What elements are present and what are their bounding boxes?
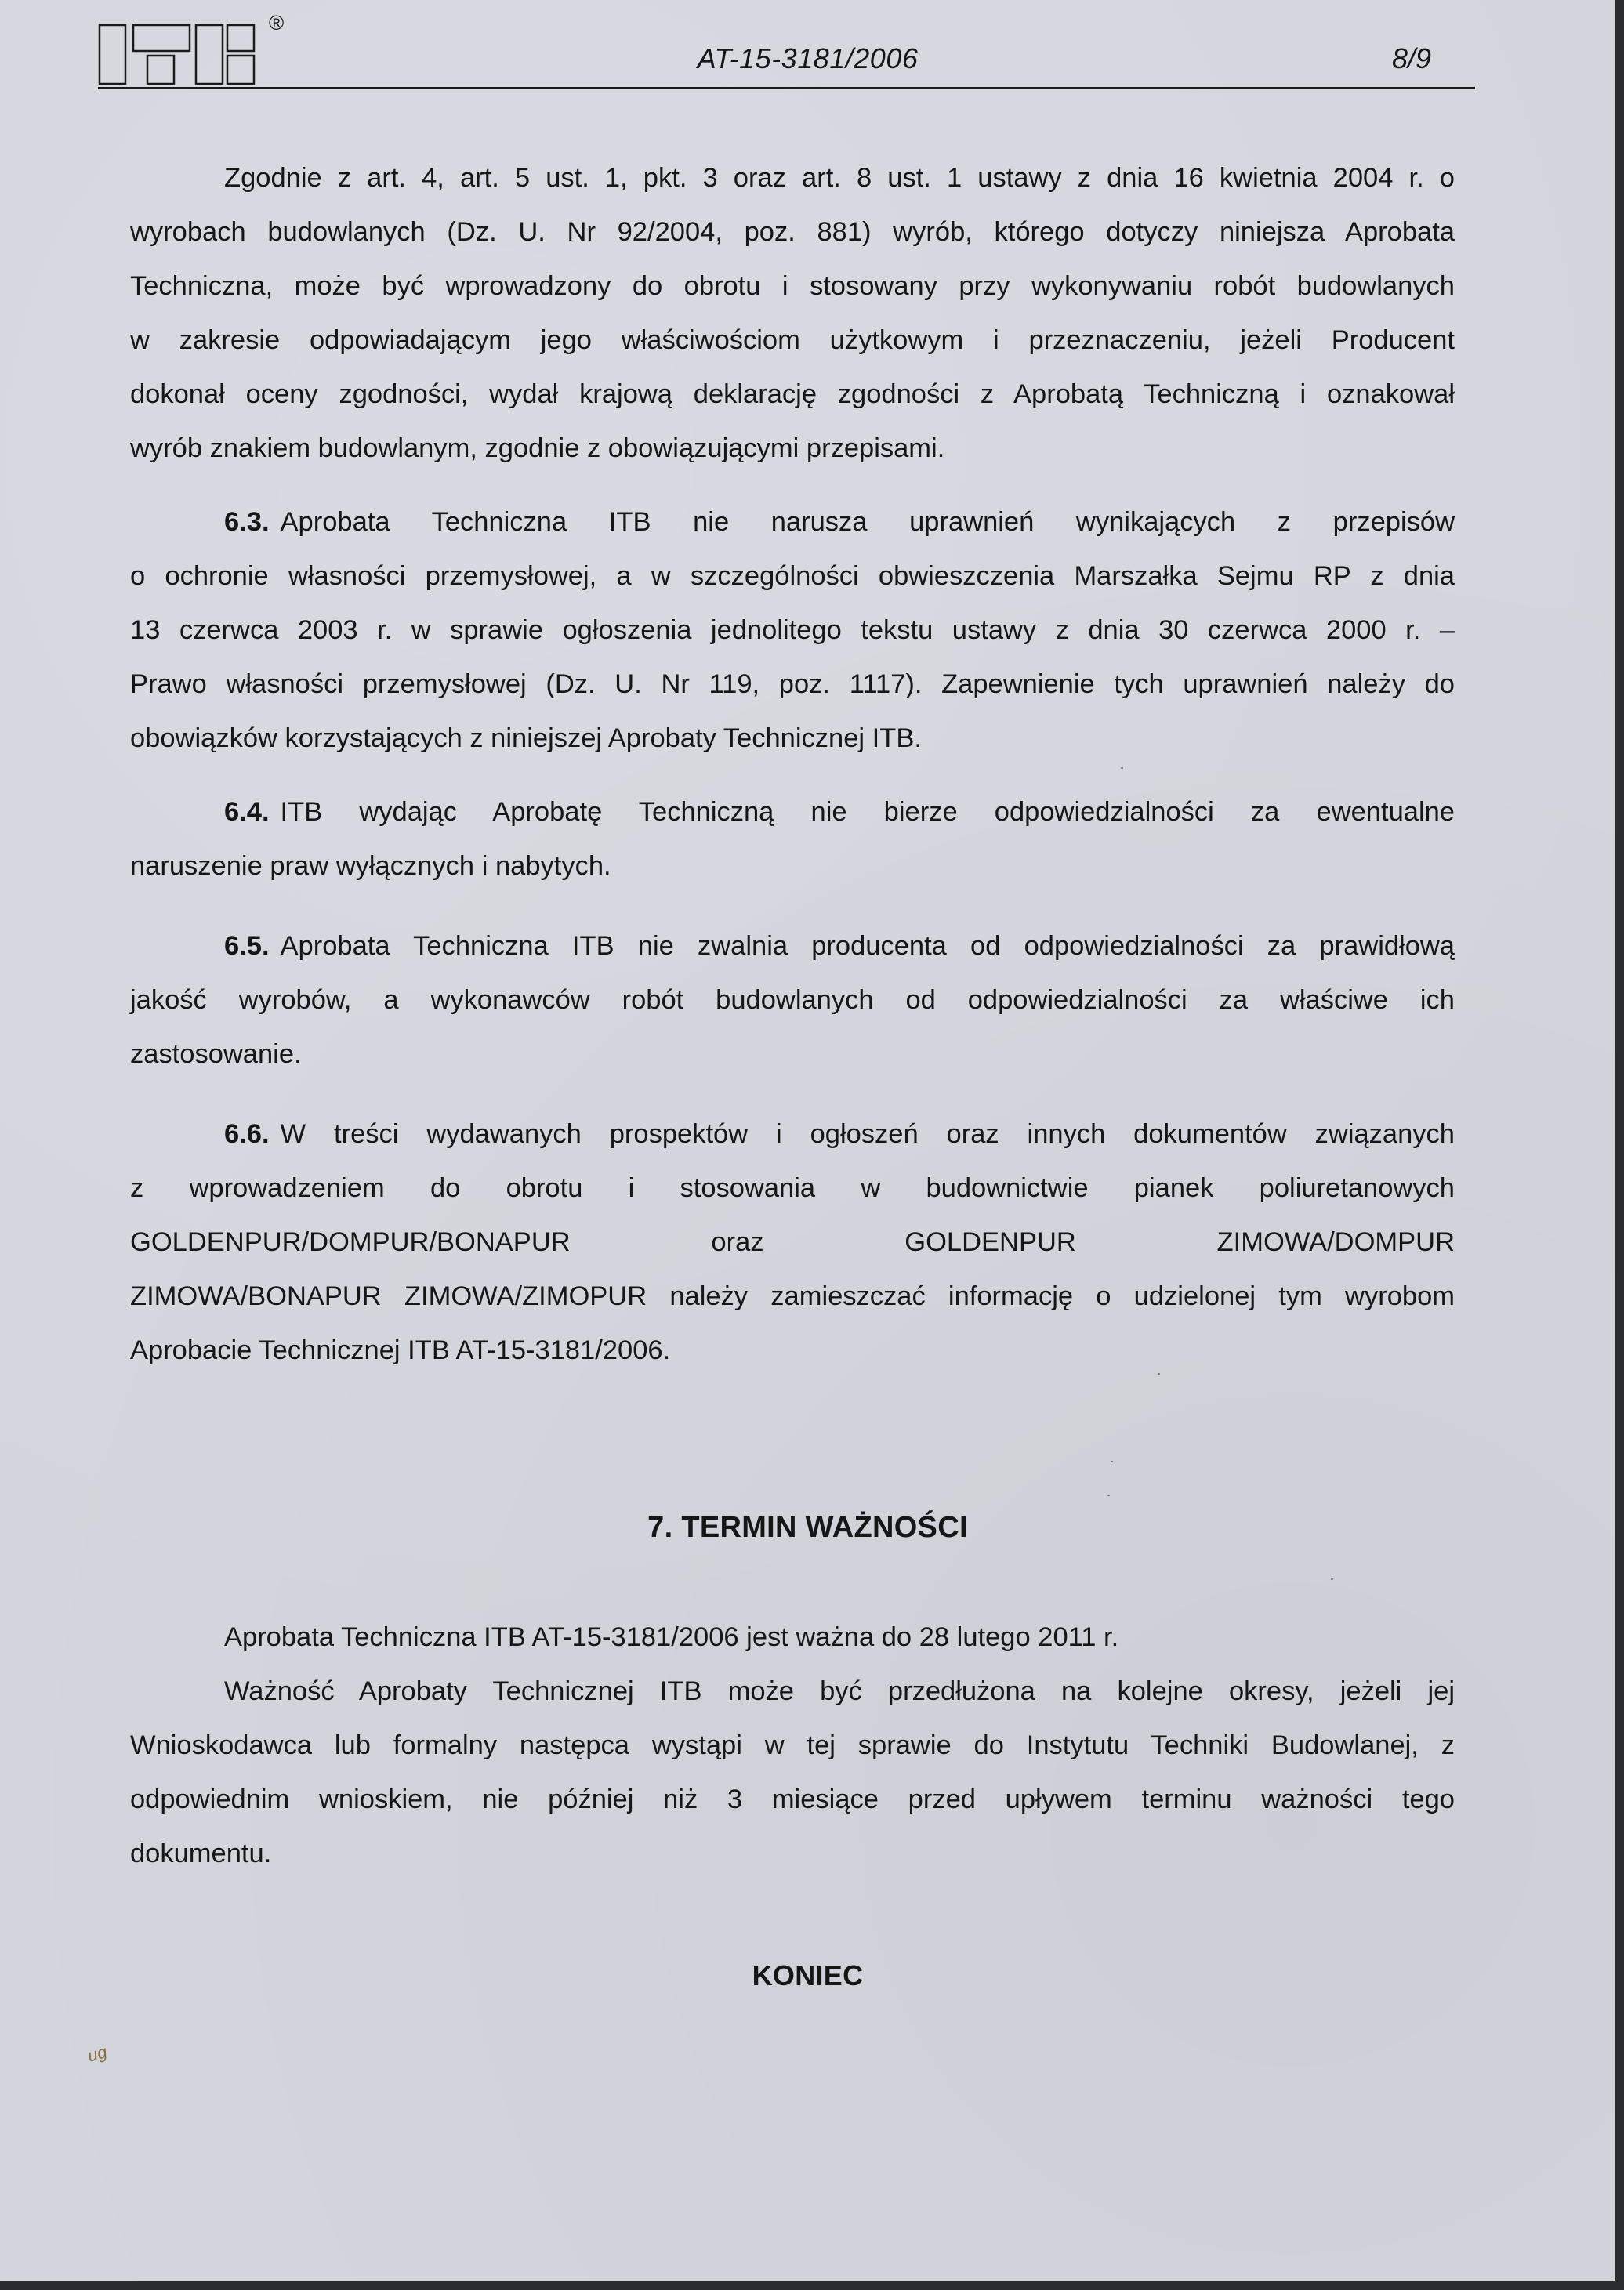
- section-6-3-line: Prawo własności przemysłowej (Dz. U. Nr 119, poz. 1117). Zapewnienie tych uprawnień należy do: [130, 669, 1455, 699]
- intro-line: dokonał oceny zgodności, wydał krajową deklarację zgodności z Aprobatą Techniczną i oznakował: [130, 379, 1455, 409]
- scan-speck: [1111, 1461, 1113, 1462]
- page-number: 8/9: [1392, 42, 1432, 74]
- section-6-3-line: obowiązków korzystających z niniejszej Aprobaty Technicznej ITB.: [130, 723, 922, 753]
- section-6-6-line: z wprowadzeniem do obrotu i stosowania w budownictwie pianek poliuretanowych: [130, 1173, 1455, 1203]
- header-rule: [98, 87, 1475, 89]
- intro-line: wyrób znakiem budowlanym, zgodnie z obowiązującymi przepisami.: [130, 433, 945, 463]
- registered-trademark-mark: ®: [269, 11, 285, 34]
- scan-speck: [1121, 767, 1123, 769]
- intro-line: w zakresie odpowiadającym jego właściwościom użytkowym i przeznaczeniu, jeżeli Producent: [130, 325, 1455, 355]
- scan-speck: [1331, 1578, 1333, 1580]
- scan-speck: [1158, 1373, 1160, 1375]
- validity-line: Ważność Aprobaty Technicznej ITB może być przedłużona na kolejne okresy, jeżeli jej: [224, 1676, 1455, 1706]
- section-6-3-line: 13 czerwca 2003 r. w sprawie ogłoszenia jednolitego tekstu ustawy z dnia 30 czerwca 2000 r. –: [130, 615, 1455, 645]
- section-7-heading: 7. TERMIN WAŻNOŚCI: [647, 1511, 968, 1544]
- document-code: AT-15-3181/2006: [697, 42, 919, 74]
- intro-line: Techniczna, może być wprowadzony do obrotu i stosowany przy wykonywaniu robót budowlanych: [130, 271, 1455, 301]
- section-6-6-line: GOLDENPUR/DOMPUR/BONAPUR oraz GOLDENPUR ZIMOWA/DOMPUR: [130, 1227, 1455, 1257]
- section-number: 6.4.: [224, 797, 270, 827]
- section-number: 6.5.: [224, 931, 270, 961]
- validity-line: Wnioskodawca lub formalny następca wystąpi w tej sprawie do Instytutu Techniki Budowlanej, z: [130, 1730, 1455, 1760]
- validity-line: odpowiednim wnioskiem, nie później niż 3 miesiące przed upływem terminu ważności tego: [130, 1785, 1455, 1814]
- intro-line: Zgodnie z art. 4, art. 5 ust. 1, pkt. 3 oraz art. 8 ust. 1 ustawy z dnia 16 kwietnia 2004 r. o: [224, 163, 1455, 193]
- section-6-5-line: jakość wyrobów, a wykonawców robót budowlanych od odpowiedzialności za właściwe ich: [130, 985, 1455, 1015]
- section-6-3-line: [224, 506, 1455, 538]
- section-6-6-line: ZIMOWA/BONAPUR ZIMOWA/ZIMOPUR należy zamieszczać informację o udzielonej tym wyrobom: [130, 1281, 1455, 1311]
- section-6-5-line: [224, 930, 1455, 962]
- section-number: 6.3.: [224, 507, 270, 537]
- section-text: Aprobata Techniczna ITB nie zwalnia producenta od odpowiedzialności za prawidłową: [280, 931, 1455, 961]
- section-6-4-line: naruszenie praw wyłącznych i nabytych.: [130, 851, 611, 881]
- section-text: W treści wydawanych prospektów i ogłoszeń oraz innych dokumentów związanych: [280, 1119, 1455, 1149]
- validity-line: dokumentu.: [130, 1839, 272, 1868]
- section-6-4-line: [224, 796, 1455, 828]
- section-6-6-line: [224, 1118, 1455, 1150]
- handwritten-pen-mark: ug: [85, 2042, 110, 2066]
- section-6-3-line: o ochronie własności przemysłowej, a w szczególności obwieszczenia Marszałka Sejmu RP z dnia: [130, 561, 1455, 591]
- section-text: ITB wydając Aprobatę Techniczną nie bierze odpowiedzialności za ewentualne: [280, 797, 1455, 827]
- section-text: Aprobata Techniczna ITB nie narusza uprawnień wynikających z przepisów: [280, 507, 1455, 537]
- validity-line: Aprobata Techniczna ITB AT-15-3181/2006 jest ważna do 28 lutego 2011 r.: [224, 1622, 1119, 1652]
- section-number: 6.6.: [224, 1119, 270, 1149]
- scan-speck: [1107, 1495, 1110, 1496]
- end-label: KONIEC: [752, 1959, 864, 1991]
- section-6-5-line: zastosowanie.: [130, 1039, 302, 1069]
- section-6-6-line: Aprobacie Technicznej ITB AT-15-3181/2006.: [130, 1335, 671, 1365]
- intro-line: wyrobach budowlanych (Dz. U. Nr 92/2004, poz. 881) wyrób, którego dotyczy niniejsza Aprobata: [130, 217, 1455, 247]
